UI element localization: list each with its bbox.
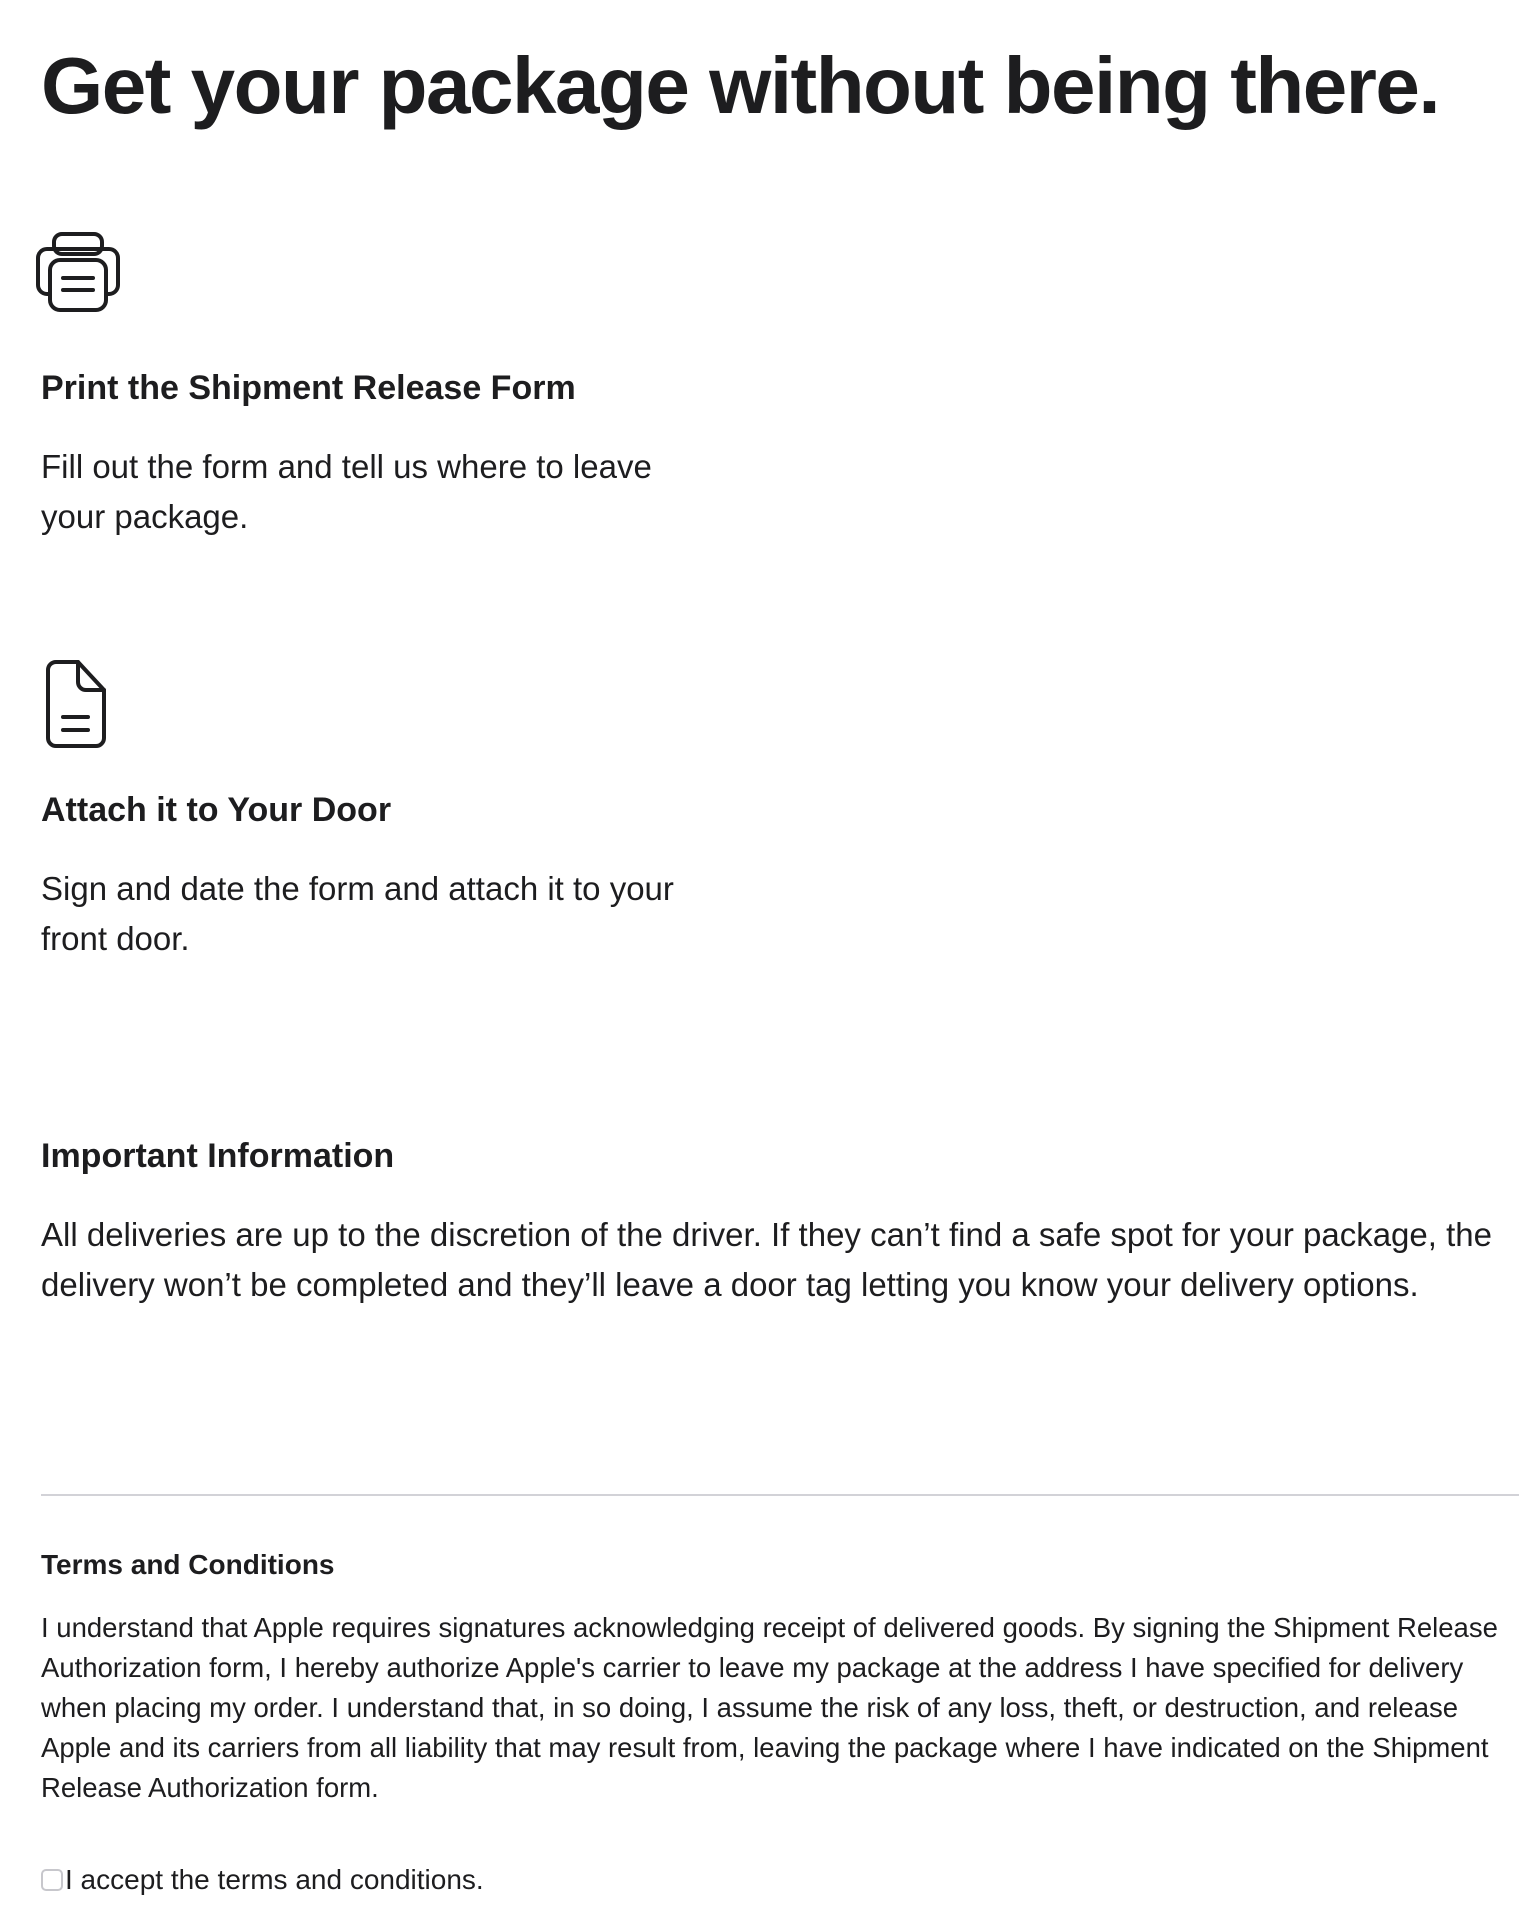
step-title-print: Print the Shipment Release Form: [41, 369, 576, 407]
accept-terms-label[interactable]: I accept the terms and conditions.: [65, 1864, 484, 1895]
accept-terms-row[interactable]: [41, 1862, 484, 1898]
step-title-attach: Attach it to Your Door: [41, 791, 392, 829]
printer-icon: [33, 230, 123, 320]
important-info-title: Important Information: [41, 1137, 395, 1175]
important-info-text: All deliveries are up to the discretion of the driver. If they can’t find a safe spot for your package, the delivery won’t be completed and they’ll leave a door tag letting you know your delivery options.: [41, 1216, 1492, 1303]
section-divider: [41, 1494, 1519, 1496]
page-title: Get your package without being there.: [41, 41, 1440, 130]
document-icon: [33, 660, 123, 750]
step-text-print: Fill out the form and tell us where to leave your package.: [41, 448, 652, 535]
terms-text: I understand that Apple requires signatures acknowledging receipt of delivered goods. By signing the Shipment Release Authorization form, I hereby authorize Apple's carrier to leave my package at the address I have specified for delivery when placing my order. I understand that, in so doing, I assume the risk of any loss, theft, or destruction, and release Apple and its carriers from all liability that may result from, leaving the package where I have indicated on the Shipment Release Authorization form.: [41, 1612, 1498, 1803]
step-text-attach: Sign and date the form and attach it to your front door.: [41, 870, 674, 957]
accept-terms-checkbox[interactable]: [41, 1869, 63, 1891]
terms-title: Terms and Conditions: [41, 1549, 335, 1580]
